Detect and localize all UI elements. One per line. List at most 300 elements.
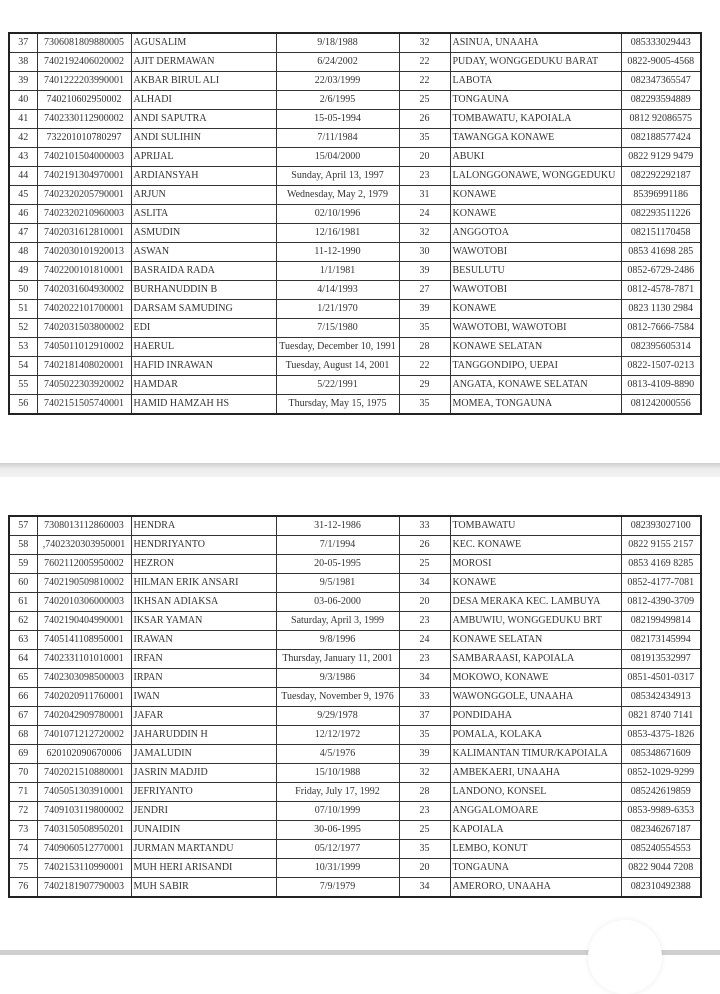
age-cell: 30 xyxy=(399,243,450,262)
row-number-cell: 58 xyxy=(9,536,37,555)
id-number-cell: 7401222203990001 xyxy=(37,72,131,91)
birth-date-cell: Tuesday, December 10, 1991 xyxy=(276,338,399,357)
id-number-cell: 7405011012910002 xyxy=(37,338,131,357)
age-cell: 26 xyxy=(399,110,450,129)
birth-date-cell: 7/11/1984 xyxy=(276,129,399,148)
row-number-cell: 43 xyxy=(9,148,37,167)
age-cell: 20 xyxy=(399,148,450,167)
name-cell: HENDRIYANTO xyxy=(131,536,276,555)
phone-cell: 082293594889 xyxy=(621,91,701,110)
row-number-cell: 67 xyxy=(9,707,37,726)
phone-cell: 082151170458 xyxy=(621,224,701,243)
age-cell: 23 xyxy=(399,650,450,669)
row-number-cell: 48 xyxy=(9,243,37,262)
age-cell: 24 xyxy=(399,631,450,650)
table-row xyxy=(9,319,701,338)
name-cell: APRIJAL xyxy=(131,148,276,167)
id-number-cell: 7402181907790003 xyxy=(37,878,131,898)
birth-date-cell: 7/9/1979 xyxy=(276,878,399,898)
age-cell: 39 xyxy=(399,745,450,764)
row-number-cell: 44 xyxy=(9,167,37,186)
birth-date-cell: 15/04/2000 xyxy=(276,148,399,167)
phone-cell: 081242000556 xyxy=(621,395,701,415)
row-number-cell: 69 xyxy=(9,745,37,764)
address-cell: MOMEA, TONGAUNA xyxy=(450,395,621,415)
row-number-cell: 39 xyxy=(9,72,37,91)
table-row xyxy=(9,669,701,688)
birth-date-cell: 1/1/1981 xyxy=(276,262,399,281)
name-cell: JENDRI xyxy=(131,802,276,821)
age-cell: 28 xyxy=(399,338,450,357)
age-cell: 22 xyxy=(399,357,450,376)
id-number-cell: 7403150508950201 xyxy=(37,821,131,840)
age-cell: 25 xyxy=(399,555,450,574)
id-number-cell: 7402151505740001 xyxy=(37,395,131,415)
name-cell: ASMUDIN xyxy=(131,224,276,243)
address-cell: ANGGOTOA xyxy=(450,224,621,243)
birth-date-cell: 9/3/1986 xyxy=(276,669,399,688)
birth-date-cell: 12/12/1972 xyxy=(276,726,399,745)
phone-cell: 085333029443 xyxy=(621,33,701,53)
id-number-cell: 7402200101810001 xyxy=(37,262,131,281)
birth-date-cell: 4/5/1976 xyxy=(276,745,399,764)
address-cell: ABUKI xyxy=(450,148,621,167)
row-number-cell: 54 xyxy=(9,357,37,376)
name-cell: JAHARUDDIN H xyxy=(131,726,276,745)
birth-date-cell: 20-05-1995 xyxy=(276,555,399,574)
birth-date-cell: Tuesday, November 9, 1976 xyxy=(276,688,399,707)
name-cell: IKHSAN ADIAKSA xyxy=(131,593,276,612)
table-row xyxy=(9,859,701,878)
id-number-cell: 7402010306000003 xyxy=(37,593,131,612)
address-cell: DESA MERAKA KEC. LAMBUYA xyxy=(450,593,621,612)
age-cell: 32 xyxy=(399,764,450,783)
birth-date-cell: 22/03/1999 xyxy=(276,72,399,91)
address-cell: ASINUA, UNAAHA xyxy=(450,33,621,53)
name-cell: JAMALUDIN xyxy=(131,745,276,764)
birth-date-cell: 12/16/1981 xyxy=(276,224,399,243)
table-row xyxy=(9,764,701,783)
table-row xyxy=(9,840,701,859)
address-cell: ANGGALOMOARE xyxy=(450,802,621,821)
id-number-cell: 7405141108950001 xyxy=(37,631,131,650)
table-row xyxy=(9,72,701,91)
birth-date-cell: 05/12/1977 xyxy=(276,840,399,859)
address-cell: KONAWE xyxy=(450,574,621,593)
phone-cell: 0812 92086575 xyxy=(621,110,701,129)
birth-date-cell: 03-06-2000 xyxy=(276,593,399,612)
id-number-cell: 7402190404990001 xyxy=(37,612,131,631)
name-cell: IWAN xyxy=(131,688,276,707)
address-cell: LEMBO, KONUT xyxy=(450,840,621,859)
row-number-cell: 68 xyxy=(9,726,37,745)
phone-cell: 0853-4375-1826 xyxy=(621,726,701,745)
participant-table xyxy=(8,32,702,415)
age-cell: 35 xyxy=(399,319,450,338)
address-cell: PONDIDAHA xyxy=(450,707,621,726)
birth-date-cell: 07/10/1999 xyxy=(276,802,399,821)
name-cell: IRPAN xyxy=(131,669,276,688)
page-separator xyxy=(0,463,720,477)
table-row xyxy=(9,129,701,148)
id-number-cell: 7402020911760001 xyxy=(37,688,131,707)
table-row xyxy=(9,33,701,53)
row-number-cell: 40 xyxy=(9,91,37,110)
table-row xyxy=(9,53,701,72)
phone-cell: 082347365547 xyxy=(621,72,701,91)
id-number-cell: 7402031503800002 xyxy=(37,319,131,338)
table-row xyxy=(9,376,701,395)
address-cell: ANGATA, KONAWE SELATAN xyxy=(450,376,621,395)
name-cell: ANDI SAPUTRA xyxy=(131,110,276,129)
id-number-cell: ,7402320303950001 xyxy=(37,536,131,555)
table-row xyxy=(9,612,701,631)
id-number-cell: 7409060512770001 xyxy=(37,840,131,859)
table-body xyxy=(9,516,701,897)
birth-date-cell: 5/22/1991 xyxy=(276,376,399,395)
address-cell: AMBUWIU, WONGGEDUKU BRT xyxy=(450,612,621,631)
participant-table xyxy=(8,515,702,898)
row-number-cell: 60 xyxy=(9,574,37,593)
age-cell: 39 xyxy=(399,300,450,319)
age-cell: 34 xyxy=(399,669,450,688)
name-cell: JASRIN MADJID xyxy=(131,764,276,783)
name-cell: MUH SABIR xyxy=(131,878,276,898)
table-row xyxy=(9,243,701,262)
birth-date-cell: 9/8/1996 xyxy=(276,631,399,650)
age-cell: 34 xyxy=(399,574,450,593)
birth-date-cell: 30-06-1995 xyxy=(276,821,399,840)
id-number-cell: 7402330112900002 xyxy=(37,110,131,129)
name-cell: JUNAIDIN xyxy=(131,821,276,840)
birth-date-cell: Wednesday, May 2, 1979 xyxy=(276,186,399,205)
row-number-cell: 52 xyxy=(9,319,37,338)
phone-cell: 0813-4109-8890 xyxy=(621,376,701,395)
id-number-cell: 7602112005950002 xyxy=(37,555,131,574)
table-row xyxy=(9,783,701,802)
table-row xyxy=(9,802,701,821)
phone-cell: 0853-9989-6353 xyxy=(621,802,701,821)
phone-cell: 0822 9129 9479 xyxy=(621,148,701,167)
age-cell: 33 xyxy=(399,516,450,536)
table-row xyxy=(9,148,701,167)
address-cell: KEC. KONAWE xyxy=(450,536,621,555)
age-cell: 31 xyxy=(399,186,450,205)
row-number-cell: 76 xyxy=(9,878,37,898)
name-cell: HAMID HAMZAH HS xyxy=(131,395,276,415)
row-number-cell: 57 xyxy=(9,516,37,536)
id-number-cell: 7405051303910001 xyxy=(37,783,131,802)
document-page-2 xyxy=(0,477,720,950)
row-number-cell: 37 xyxy=(9,33,37,53)
table-row xyxy=(9,91,701,110)
phone-cell: 0822 9155 2157 xyxy=(621,536,701,555)
name-cell: BASRAIDA RADA xyxy=(131,262,276,281)
id-number-cell: 7402181408020001 xyxy=(37,357,131,376)
row-number-cell: 46 xyxy=(9,205,37,224)
phone-cell: 0822-9005-4568 xyxy=(621,53,701,72)
name-cell: BURHANUDDIN B xyxy=(131,281,276,300)
id-number-cell: 7409103119800002 xyxy=(37,802,131,821)
address-cell: WAWOTOBI xyxy=(450,243,621,262)
table-row xyxy=(9,357,701,376)
birth-date-cell: Friday, July 17, 1992 xyxy=(276,783,399,802)
id-number-cell: 7402031612810001 xyxy=(37,224,131,243)
name-cell: HAERUL xyxy=(131,338,276,357)
address-cell: LALONGGONAWE, WONGGEDUKU xyxy=(450,167,621,186)
birth-date-cell: 11-12-1990 xyxy=(276,243,399,262)
age-cell: 26 xyxy=(399,536,450,555)
name-cell: HEZRON xyxy=(131,555,276,574)
id-number-cell: 7401071212720002 xyxy=(37,726,131,745)
id-number-cell: 7405022303920002 xyxy=(37,376,131,395)
phone-cell: 082310492388 xyxy=(621,878,701,898)
phone-cell: 0823 1130 2984 xyxy=(621,300,701,319)
row-number-cell: 56 xyxy=(9,395,37,415)
address-cell: TANGGONDIPO, UEPAI xyxy=(450,357,621,376)
name-cell: JAFAR xyxy=(131,707,276,726)
birth-date-cell: 7/15/1980 xyxy=(276,319,399,338)
address-cell: LABOTA xyxy=(450,72,621,91)
phone-cell: 085342434913 xyxy=(621,688,701,707)
row-number-cell: 75 xyxy=(9,859,37,878)
id-number-cell: 732201010780297 xyxy=(37,129,131,148)
age-cell: 20 xyxy=(399,859,450,878)
table-row xyxy=(9,516,701,536)
address-cell: BESULUTU xyxy=(450,262,621,281)
address-cell: SAMBARAASI, KAPOIALA xyxy=(450,650,621,669)
phone-cell: 085348671609 xyxy=(621,745,701,764)
id-number-cell: 7402021510880001 xyxy=(37,764,131,783)
address-cell: KONAWE xyxy=(450,205,621,224)
age-cell: 32 xyxy=(399,224,450,243)
phone-cell: 082293511226 xyxy=(621,205,701,224)
address-cell: AMERORO, UNAAHA xyxy=(450,878,621,898)
row-number-cell: 47 xyxy=(9,224,37,243)
phone-cell: 0821 8740 7141 xyxy=(621,707,701,726)
row-number-cell: 55 xyxy=(9,376,37,395)
table-row xyxy=(9,555,701,574)
table-row xyxy=(9,205,701,224)
name-cell: ASWAN xyxy=(131,243,276,262)
id-number-cell: 7306081809880005 xyxy=(37,33,131,53)
row-number-cell: 53 xyxy=(9,338,37,357)
table-row xyxy=(9,745,701,764)
birth-date-cell: Thursday, January 11, 2001 xyxy=(276,650,399,669)
age-cell: 33 xyxy=(399,688,450,707)
address-cell: TOMBAWATU xyxy=(450,516,621,536)
phone-cell: 085240554553 xyxy=(621,840,701,859)
birth-date-cell: 9/5/1981 xyxy=(276,574,399,593)
name-cell: JEFRIYANTO xyxy=(131,783,276,802)
address-cell: MOKOWO, KONAWE xyxy=(450,669,621,688)
name-cell: HILMAN ERIK ANSARI xyxy=(131,574,276,593)
age-cell: 23 xyxy=(399,167,450,186)
address-cell: KONAWE xyxy=(450,186,621,205)
age-cell: 29 xyxy=(399,376,450,395)
name-cell: IRAWAN xyxy=(131,631,276,650)
floating-action-button[interactable] xyxy=(588,920,662,994)
id-number-cell: 7402042909780001 xyxy=(37,707,131,726)
id-number-cell: 7402022101700001 xyxy=(37,300,131,319)
table-row xyxy=(9,821,701,840)
address-cell: KALIMANTAN TIMUR/KAPOIALA xyxy=(450,745,621,764)
row-number-cell: 73 xyxy=(9,821,37,840)
birth-date-cell: Thursday, May 15, 1975 xyxy=(276,395,399,415)
birth-date-cell: 2/6/1995 xyxy=(276,91,399,110)
phone-cell: 082188577424 xyxy=(621,129,701,148)
phone-cell: 0852-4177-7081 xyxy=(621,574,701,593)
id-number-cell: 7402190509810002 xyxy=(37,574,131,593)
age-cell: 24 xyxy=(399,205,450,224)
birth-date-cell: Tuesday, August 14, 2001 xyxy=(276,357,399,376)
table-row xyxy=(9,574,701,593)
age-cell: 34 xyxy=(399,878,450,898)
phone-cell: 0812-4578-7871 xyxy=(621,281,701,300)
phone-cell: 085242619859 xyxy=(621,783,701,802)
age-cell: 22 xyxy=(399,72,450,91)
id-number-cell: 7402320210960003 xyxy=(37,205,131,224)
name-cell: ARDIANSYAH xyxy=(131,167,276,186)
age-cell: 35 xyxy=(399,726,450,745)
address-cell: KONAWE xyxy=(450,300,621,319)
address-cell: WAWOTOBI, WAWOTOBI xyxy=(450,319,621,338)
address-cell: WAWOTOBI xyxy=(450,281,621,300)
birth-date-cell: 7/1/1994 xyxy=(276,536,399,555)
table-row xyxy=(9,167,701,186)
phone-cell: 0852-6729-2486 xyxy=(621,262,701,281)
row-number-cell: 45 xyxy=(9,186,37,205)
name-cell: AKBAR BIRUL ALI xyxy=(131,72,276,91)
phone-cell: 0853 4169 8285 xyxy=(621,555,701,574)
table-row xyxy=(9,338,701,357)
row-number-cell: 66 xyxy=(9,688,37,707)
table-row xyxy=(9,224,701,243)
age-cell: 25 xyxy=(399,91,450,110)
phone-cell: 0812-4390-3709 xyxy=(621,593,701,612)
age-cell: 35 xyxy=(399,129,450,148)
id-number-cell: 7402191304970001 xyxy=(37,167,131,186)
id-number-cell: 7402303098500003 xyxy=(37,669,131,688)
name-cell: JURMAN MARTANDU xyxy=(131,840,276,859)
row-number-cell: 70 xyxy=(9,764,37,783)
table-row xyxy=(9,262,701,281)
phone-cell: 0851-4501-0317 xyxy=(621,669,701,688)
address-cell: AMBEKAERI, UNAAHA xyxy=(450,764,621,783)
row-number-cell: 63 xyxy=(9,631,37,650)
birth-date-cell: 31-12-1986 xyxy=(276,516,399,536)
id-number-cell: 7402101504000003 xyxy=(37,148,131,167)
address-cell: TOMBAWATU, KAPOIALA xyxy=(450,110,621,129)
birth-date-cell: 6/24/2002 xyxy=(276,53,399,72)
name-cell: EDI xyxy=(131,319,276,338)
row-number-cell: 38 xyxy=(9,53,37,72)
id-number-cell: 7402153110990001 xyxy=(37,859,131,878)
name-cell: HAFID INRAWAN xyxy=(131,357,276,376)
address-cell: PUDAY, WONGGEDUKU BARAT xyxy=(450,53,621,72)
address-cell: TONGAUNA xyxy=(450,859,621,878)
table-row xyxy=(9,110,701,129)
birth-date-cell: 10/31/1999 xyxy=(276,859,399,878)
row-number-cell: 72 xyxy=(9,802,37,821)
birth-date-cell: 4/14/1993 xyxy=(276,281,399,300)
table-row xyxy=(9,593,701,612)
name-cell: ARJUN xyxy=(131,186,276,205)
address-cell: WAWONGGOLE, UNAAHA xyxy=(450,688,621,707)
table-row xyxy=(9,707,701,726)
table-row xyxy=(9,726,701,745)
phone-cell: 082199499814 xyxy=(621,612,701,631)
row-number-cell: 51 xyxy=(9,300,37,319)
row-number-cell: 64 xyxy=(9,650,37,669)
document-page-1 xyxy=(0,0,720,463)
table-body xyxy=(9,33,701,414)
table-row xyxy=(9,688,701,707)
table-row xyxy=(9,650,701,669)
address-cell: KAPOIALA xyxy=(450,821,621,840)
phone-cell: 082292292187 xyxy=(621,167,701,186)
address-cell: TAWANGGA KONAWE xyxy=(450,129,621,148)
name-cell: AJIT DERMAWAN xyxy=(131,53,276,72)
name-cell: IRFAN xyxy=(131,650,276,669)
table-row xyxy=(9,186,701,205)
address-cell: MOROSI xyxy=(450,555,621,574)
table-row xyxy=(9,631,701,650)
row-number-cell: 50 xyxy=(9,281,37,300)
age-cell: 39 xyxy=(399,262,450,281)
phone-cell: 081913532997 xyxy=(621,650,701,669)
birth-date-cell: 1/21/1970 xyxy=(276,300,399,319)
name-cell: MUH HERI ARISANDI xyxy=(131,859,276,878)
id-number-cell: 7402331101010001 xyxy=(37,650,131,669)
name-cell: ALHADI xyxy=(131,91,276,110)
age-cell: 37 xyxy=(399,707,450,726)
age-cell: 35 xyxy=(399,840,450,859)
address-cell: LANDONO, KONSEL xyxy=(450,783,621,802)
row-number-cell: 74 xyxy=(9,840,37,859)
birth-date-cell: Saturday, April 3, 1999 xyxy=(276,612,399,631)
birth-date-cell: 9/18/1988 xyxy=(276,33,399,53)
address-cell: TONGAUNA xyxy=(450,91,621,110)
phone-cell: 082173145994 xyxy=(621,631,701,650)
name-cell: HAMDAR xyxy=(131,376,276,395)
row-number-cell: 61 xyxy=(9,593,37,612)
age-cell: 22 xyxy=(399,53,450,72)
table-row xyxy=(9,536,701,555)
phone-cell: 0852-1029-9299 xyxy=(621,764,701,783)
phone-cell: 0812-7666-7584 xyxy=(621,319,701,338)
id-number-cell: 620102090670006 xyxy=(37,745,131,764)
name-cell: DARSAM SAMUDING xyxy=(131,300,276,319)
id-number-cell: 7402030101920013 xyxy=(37,243,131,262)
phone-cell: 082346267187 xyxy=(621,821,701,840)
name-cell: HENDRA xyxy=(131,516,276,536)
id-number-cell: 740210602950002 xyxy=(37,91,131,110)
birth-date-cell: 02/10/1996 xyxy=(276,205,399,224)
row-number-cell: 59 xyxy=(9,555,37,574)
row-number-cell: 71 xyxy=(9,783,37,802)
phone-cell: 082393027100 xyxy=(621,516,701,536)
id-number-cell: 7402192406020002 xyxy=(37,53,131,72)
birth-date-cell: 15-05-1994 xyxy=(276,110,399,129)
age-cell: 25 xyxy=(399,821,450,840)
name-cell: ANDI SULIHIN xyxy=(131,129,276,148)
table-row xyxy=(9,300,701,319)
row-number-cell: 41 xyxy=(9,110,37,129)
birth-date-cell: 9/29/1978 xyxy=(276,707,399,726)
phone-cell: 85396991186 xyxy=(621,186,701,205)
table-row xyxy=(9,878,701,898)
